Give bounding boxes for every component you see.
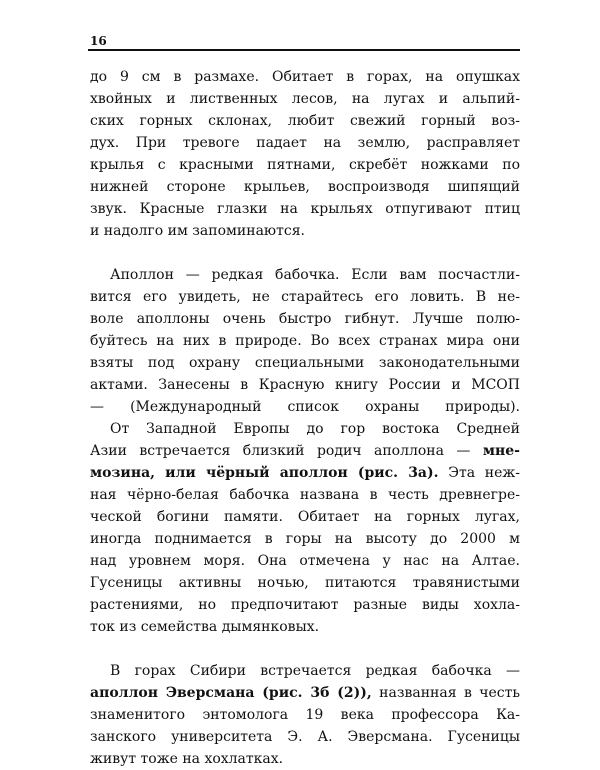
text-segment: ческой богини памяти. Обитает на горных лугах,	[90, 509, 520, 525]
text-segment: В горах Сибири встречается редкая бабочка —	[110, 663, 520, 679]
text-line	[90, 704, 520, 726]
text-line	[90, 154, 520, 176]
body-text	[90, 66, 520, 770]
text-segment: От Западной Европы до гор востока Средней	[110, 421, 520, 437]
text-segment: иногда поднимается в горы на высоту до 2000 м	[90, 531, 520, 547]
text-line	[90, 352, 520, 374]
text-segment: ских горных склонах, любит свежий горный воз-	[90, 113, 520, 129]
text-line	[90, 616, 520, 638]
text-segment: ная чёрно-белая бабочка названа в честь древнегре-	[90, 487, 520, 503]
bold-text-segment: мне-	[482, 443, 520, 459]
text-line	[90, 220, 520, 242]
text-segment: до 9 см в размахе. Обитает в горах, на опушках	[90, 69, 520, 85]
text-segment: Азии встречается близкий родич аполлона —	[90, 443, 483, 459]
text-segment: крылья с красными пятнами, скребёт ножками по	[90, 157, 520, 173]
text-line	[90, 396, 520, 418]
bold-text-segment: мозина, или чёрный аполлон (рис. 3а).	[90, 465, 439, 481]
text-line	[90, 440, 520, 462]
text-segment: вится его увидеть, не старайтесь его ловить. В не-	[90, 289, 520, 305]
text-segment: воле аполлоны очень быстро гибнут. Лучше полю-	[90, 311, 520, 327]
text-line	[90, 330, 520, 352]
text-line	[90, 198, 520, 220]
text-line	[90, 286, 520, 308]
text-line	[90, 572, 520, 594]
header-rule	[88, 49, 520, 51]
text-segment: названная в честь	[371, 685, 520, 701]
text-line	[90, 682, 520, 704]
text-line	[90, 88, 520, 110]
text-line	[90, 726, 520, 748]
text-line	[90, 550, 520, 572]
text-segment: занского университета Э. А. Эверсмана. Гусеницы	[90, 729, 520, 745]
text-line	[90, 594, 520, 616]
text-line	[90, 418, 520, 440]
text-segment: — (Международный список охраны природы).	[90, 399, 520, 415]
text-line	[90, 66, 520, 88]
text-line	[90, 132, 520, 154]
text-line	[90, 528, 520, 550]
text-line	[90, 462, 520, 484]
text-segment: Гусеницы активны ночью, питаются травянистыми	[90, 575, 520, 591]
text-segment: знаменитого энтомолога 19 века профессора Ка-	[90, 707, 520, 723]
text-line	[90, 110, 520, 132]
text-segment: Эта неж-	[438, 465, 520, 481]
text-segment: живут тоже на хохлатках.	[90, 751, 284, 767]
text-segment: нижней стороне крыльев, воспроизводя шипящий	[90, 179, 520, 195]
text-line	[90, 176, 520, 198]
bold-text-segment: аполлон Эверсмана (рис. 3б (2)),	[90, 685, 372, 701]
text-segment: и надолго им запоминаются.	[90, 223, 305, 239]
text-segment: дух. При тревоге падает на землю, расправляет	[90, 135, 520, 151]
text-segment: Аполлон — редкая бабочка. Если вам посчастли-	[110, 267, 520, 283]
text-segment: растениями, но предпочитают разные виды хохла-	[90, 597, 520, 613]
text-segment: ток из семейства дымянковых.	[90, 619, 320, 635]
text-line	[90, 660, 520, 682]
text-segment: над уровнем моря. Она отмечена у нас на Алтае.	[90, 553, 520, 569]
text-segment: хвойных и лиственных лесов, на лугах и альпий-	[90, 91, 520, 107]
text-segment: звук. Красные глазки на крыльях отпугивают птиц	[90, 201, 520, 217]
text-line	[90, 506, 520, 528]
text-segment: взяты под охрану специальными законодательными	[90, 355, 520, 371]
text-line	[90, 264, 520, 286]
text-line	[90, 748, 520, 770]
text-line	[90, 374, 520, 396]
text-segment: актами. Занесены в Красную книгу России и МСОП	[90, 377, 520, 393]
text-line	[90, 308, 520, 330]
text-line	[90, 484, 520, 506]
page-number: 16	[90, 34, 107, 48]
text-segment: буйтесь на них в природе. Во всех странах мира они	[90, 333, 520, 349]
